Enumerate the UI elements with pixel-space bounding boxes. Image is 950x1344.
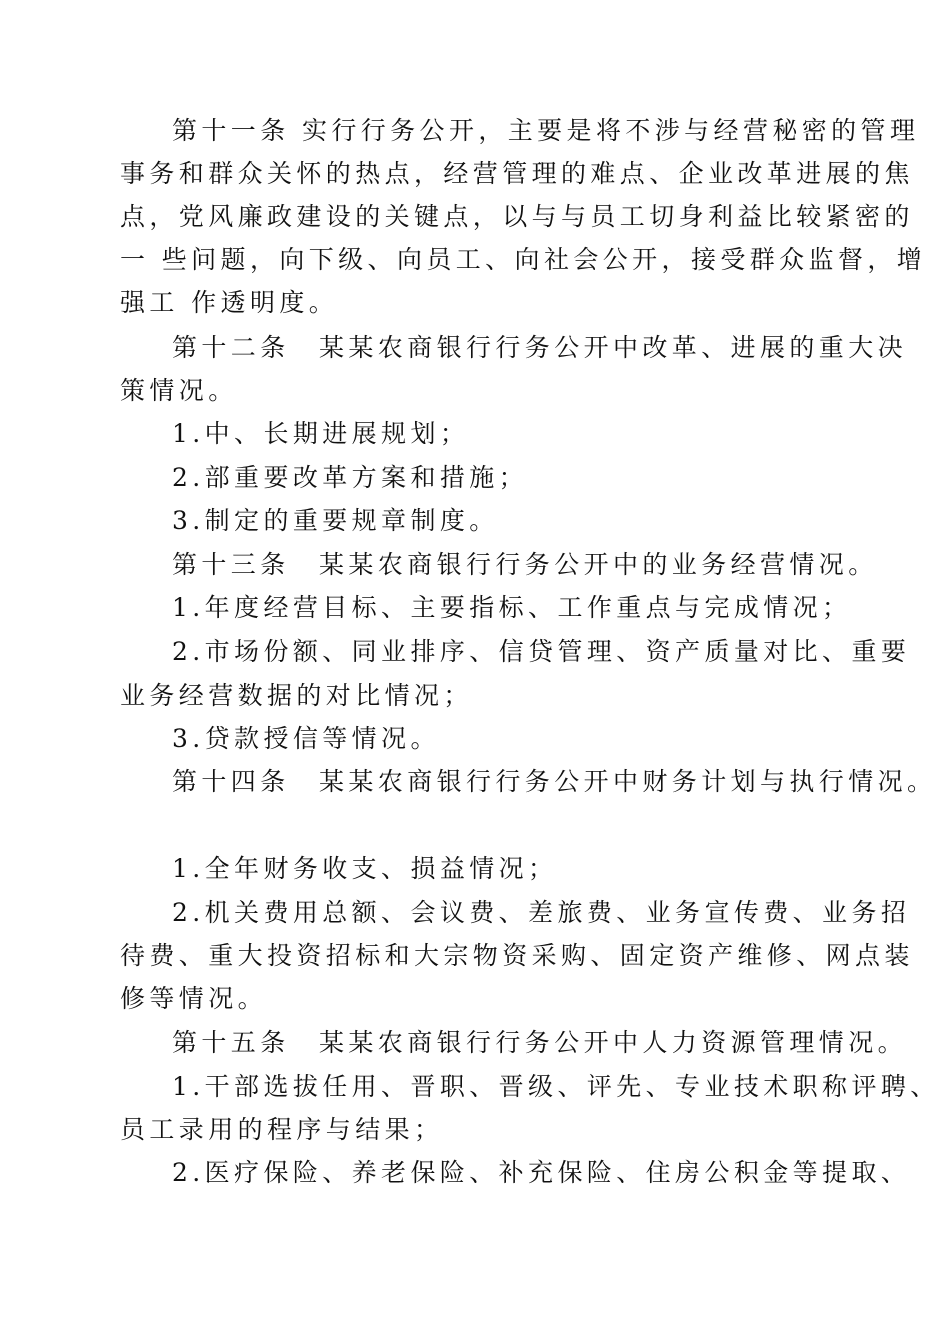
paragraph-line: 强工 作透明度。 bbox=[120, 288, 339, 317]
list-item: 2.市场份额、同业排序、信贷管理、资产质量对比、重要 bbox=[172, 637, 911, 666]
paragraph-line: 员工录用的程序与结果； bbox=[120, 1115, 444, 1144]
article-heading-line: 第十三条 某某农商银行行务公开中的业务经营情况。 bbox=[172, 550, 878, 579]
paragraph-line: 事务和群众关怀的热点，经营管理的难点、企业改革进展的焦 bbox=[120, 159, 914, 188]
article-heading-line: 第十五条 某某农商银行行务公开中人力资源管理情况。 bbox=[172, 1028, 908, 1057]
paragraph-line: 业务经营数据的对比情况； bbox=[120, 681, 473, 710]
list-item: 1.干部选拔任用、晋职、晋级、评先、专业技术职称评聘、 bbox=[172, 1072, 940, 1101]
paragraph-line: 一 些问题，向下级、向员工、向社会公开，接受群众监督，增 bbox=[120, 245, 927, 274]
list-item: 3.制定的重要规章制度。 bbox=[172, 506, 499, 535]
article-heading-line: 第十二条 某某农商银行行务公开中改革、进展的重大决 bbox=[172, 333, 908, 362]
article-heading-line: 第十四条 某某农商银行行务公开中财务计划与执行情况。 bbox=[172, 767, 937, 796]
list-item: 1.中、长期进展规划； bbox=[172, 419, 470, 448]
paragraph-line: 修等情况。 bbox=[120, 984, 268, 1013]
paragraph-line: 第十一条 实行行务公开，主要是将不涉与经营秘密的管理 bbox=[172, 116, 920, 145]
paragraph-line: 策情况。 bbox=[120, 376, 238, 405]
list-item: 2.医疗保险、养老保险、补充保险、住房公积金等提取、 bbox=[172, 1158, 911, 1187]
paragraph-line: 点，党风廉政建设的关键点，以与与员工切身利益比较紧密的 bbox=[120, 202, 914, 231]
list-item: 2.部重要改革方案和措施； bbox=[172, 463, 529, 492]
paragraph-line: 待费、重大投资招标和大宗物资采购、固定资产维修、网点装 bbox=[120, 941, 914, 970]
list-item: 1.全年财务收支、损益情况； bbox=[172, 854, 558, 883]
list-item: 3.贷款授信等情况。 bbox=[172, 724, 440, 753]
list-item: 1.年度经营目标、主要指标、工作重点与完成情况； bbox=[172, 593, 852, 622]
list-item: 2.机关费用总额、会议费、差旅费、业务宣传费、业务招 bbox=[172, 898, 911, 927]
